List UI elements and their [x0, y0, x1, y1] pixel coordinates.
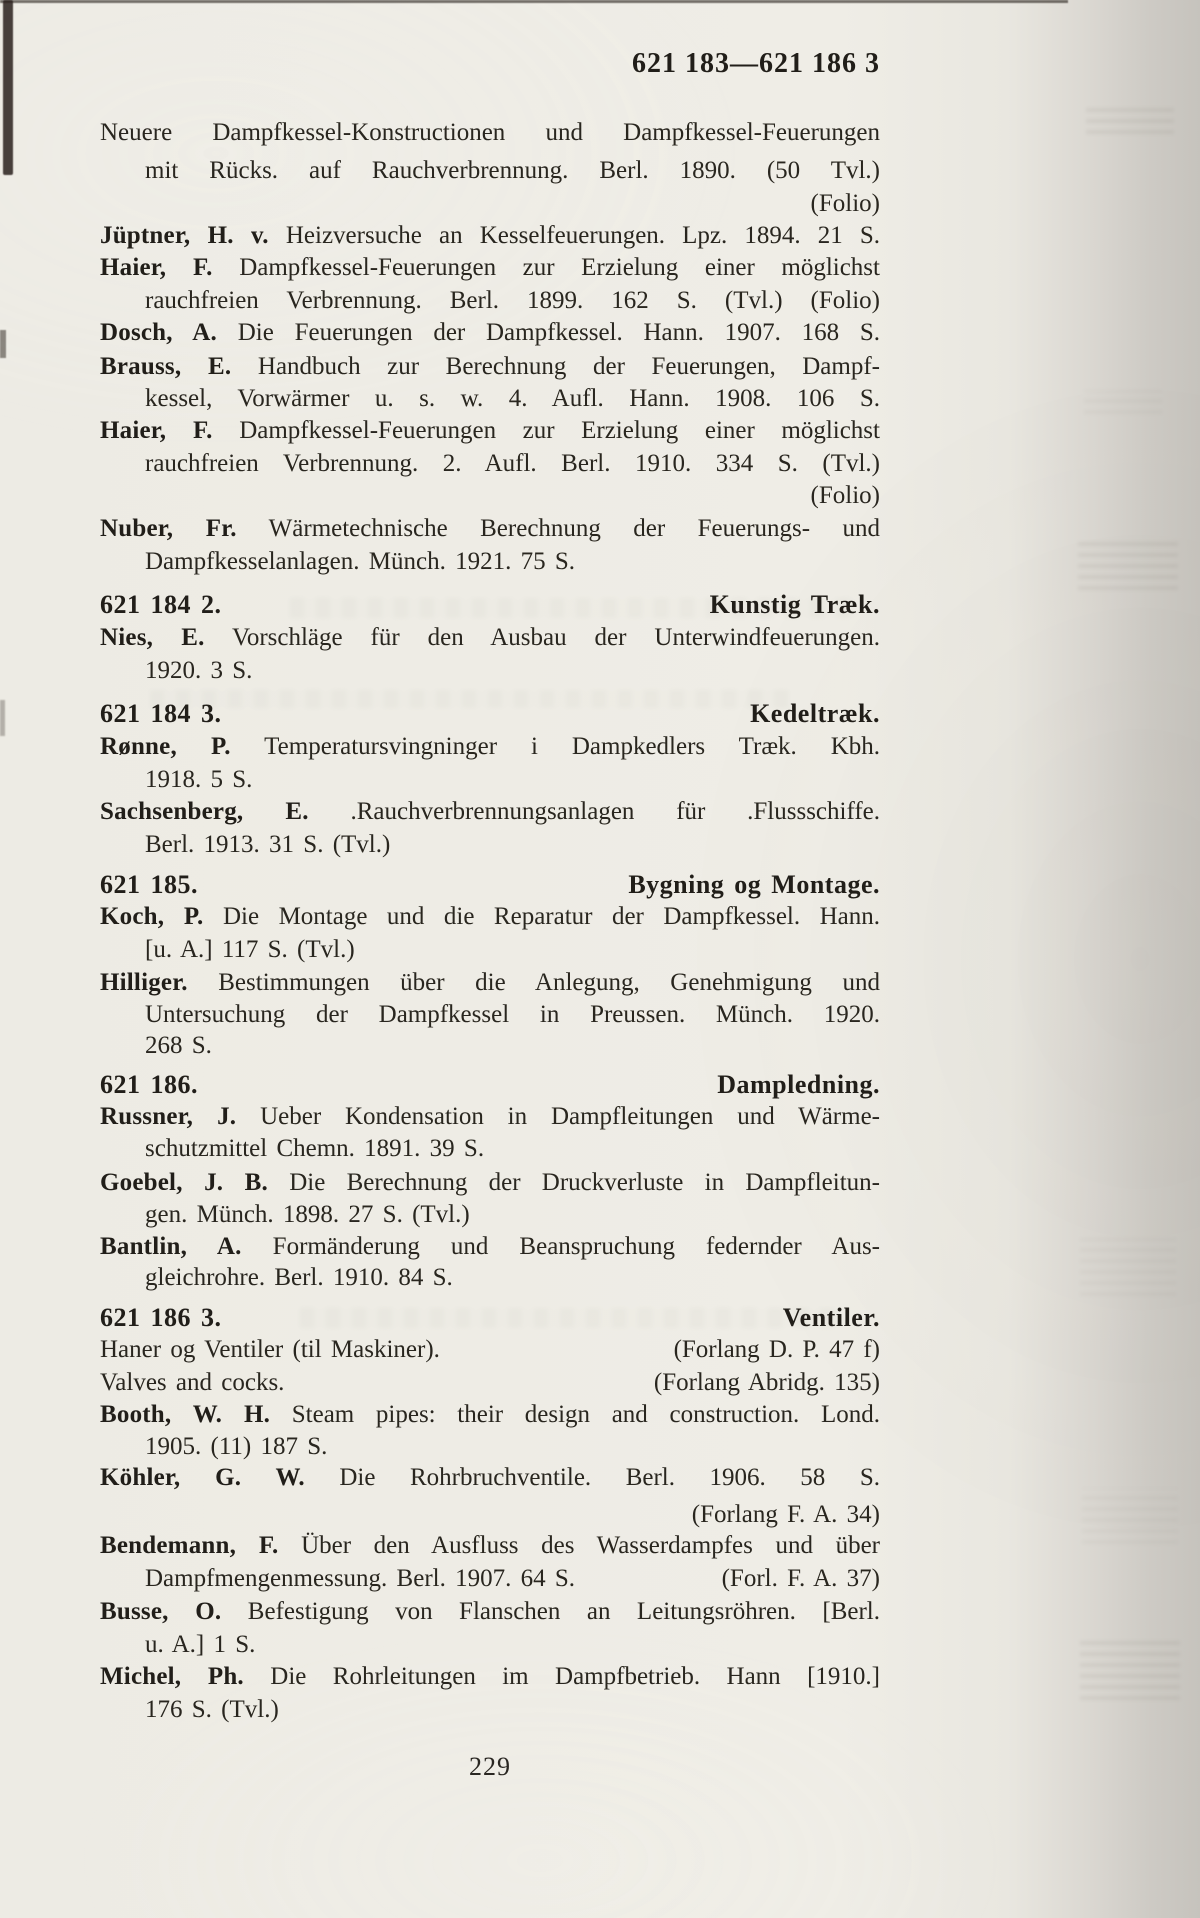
scan-edge-mark: [0, 700, 5, 736]
entry-line: kessel, Vorwärmer u. s. w. 4. Aufl. Hann. 1908. 106 S.: [145, 385, 880, 412]
section-title: Kedeltræk.: [750, 699, 880, 728]
entry-line: 1905. (11) 187 S.: [145, 1433, 328, 1460]
section-classmark: 621 185.: [100, 870, 198, 899]
section-heading: [100, 698, 880, 729]
entry-line: Nies, E. Vorschläge für den Ausbau der Unterwindfeuerungen.: [100, 624, 880, 651]
entry-reference: (Forlang D. P. 47 f): [673, 1336, 880, 1363]
entry-note: (Folio): [810, 190, 880, 217]
author-name: Jüptner, H. v.: [100, 222, 269, 249]
bleed-through-artifact: [1084, 390, 1162, 414]
entry-line: rauchfreien Verbrennung. Berl. 1899. 162 S. (Tvl.) (Folio): [145, 287, 880, 314]
entry-line: Koch, P. Die Montage und die Reparatur der Dampfkessel. Hann.: [100, 903, 881, 930]
entry-line: schutzmittel Chemn. 1891. 39 S.: [145, 1135, 485, 1162]
author-name: Rønne, P.: [100, 733, 231, 760]
author-name: Brauss, E.: [100, 353, 232, 380]
entry-reference: (Forlang Abridg. 135): [653, 1369, 880, 1396]
entry-line: Rønne, P. Temperatursvingninger i Dampkedlers Træk. Kbh.: [100, 733, 880, 760]
entry-line: [u. A.] 117 S. (Tvl.): [145, 936, 355, 963]
entry-line: Köhler, G. W. Die Rohrbruchventile. Berl. 1906. 58 S.: [100, 1464, 880, 1491]
entry-line: Russner, J. Ueber Kondensation in Dampfleitungen und Wärme-: [100, 1103, 880, 1130]
entry-line: [100, 1563, 880, 1594]
section-heading: [100, 589, 880, 620]
bleed-through-artifact: [1080, 1636, 1180, 1700]
author-name: Sachsenberg, E.: [100, 798, 309, 825]
entry-line: 176 S. (Tvl.): [145, 1696, 279, 1723]
entry-line: u. A.] 1 S.: [145, 1631, 256, 1658]
entry-line: [100, 1334, 880, 1365]
entry-line: Haier, F. Dampfkessel-Feuerungen zur Erzielung einer möglichst: [100, 417, 880, 444]
section-classmark: 621 184 2.: [100, 590, 222, 619]
entry-note: (Folio): [810, 482, 880, 509]
section-classmark: 621 186.: [100, 1070, 198, 1099]
author-name: Dosch, A.: [100, 319, 217, 346]
author-name: Koch, P.: [100, 903, 204, 930]
section-title: Ventiler.: [782, 1303, 880, 1332]
author-name: Nuber, Fr.: [100, 515, 237, 542]
section-heading: [100, 1302, 880, 1333]
author-name: Haier, F.: [100, 254, 213, 281]
entry-reference: (Forl. F. A. 37): [721, 1565, 880, 1592]
entry-line: Dosch, A. Die Feuerungen der Dampfkessel. Hann. 1907. 168 S.: [100, 319, 880, 346]
entry-line: Untersuchung der Dampfkessel in Preussen. Münch. 1920.: [145, 1001, 880, 1028]
bleed-through-artifact: [1080, 1238, 1176, 1296]
author-name: Booth, W. H.: [100, 1401, 271, 1428]
section-heading: [100, 1069, 880, 1100]
entry-line: 268 S.: [145, 1032, 212, 1059]
entry-line: gen. Münch. 1898. 27 S. (Tvl.): [145, 1201, 470, 1228]
section-title: Dampledning.: [717, 1070, 880, 1099]
entry-line: Booth, W. H. Steam pipes: their design and construction. Lond.: [100, 1401, 880, 1428]
section-heading: [100, 869, 880, 900]
author-name: Bantlin, A.: [100, 1233, 242, 1260]
entry-text: Dampfmengenmessung. Berl. 1907. 64 S.: [145, 1565, 576, 1592]
entry-line: [100, 1367, 880, 1398]
author-name: Bendemann, F.: [100, 1532, 279, 1559]
section-classmark: 621 186 3.: [100, 1303, 222, 1332]
author-name: Nies, E.: [100, 624, 205, 651]
bleed-through-artifact: [1086, 108, 1174, 134]
entry-line: Haier, F. Dampfkessel-Feuerungen zur Erzielung einer möglichst: [100, 254, 880, 281]
page-number: 229: [469, 1752, 511, 1781]
author-name: Michel, Ph.: [100, 1663, 244, 1690]
entry-line: Sachsenberg, E. .Rauchverbrennungsanlagen für .Flussschiffe.: [100, 798, 881, 825]
entry-line: Jüptner, H. v. Heizversuche an Kesselfeuerungen. Lpz. 1894. 21 S.: [100, 222, 880, 249]
entry-line: Brauss, E. Handbuch zur Berechnung der Feuerungen, Dampf-: [100, 353, 880, 380]
author-name: Busse, O.: [100, 1598, 222, 1625]
entry-line: Neuere Dampfkessel-Konstructionen und Dampfkessel-Feuerungen: [100, 119, 880, 146]
bleed-through-artifact: [1078, 536, 1178, 590]
entry-line: Goebel, J. B. Die Berechnung der Druckverluste in Dampfleitun-: [100, 1169, 880, 1196]
running-head-classmark-range: 621 183—621 186 3: [632, 48, 880, 79]
entry-line: Busse, O. Befestigung von Flanschen an Leitungsröhren. [Berl.: [100, 1598, 880, 1625]
bleed-through-artifact: [1082, 1488, 1178, 1544]
entry-line: gleichrohre. Berl. 1910. 84 S.: [145, 1264, 453, 1291]
entry-text: Haner og Ventiler (til Maskiner).: [100, 1336, 440, 1363]
scan-edge-left-bar: [3, 0, 13, 175]
entry-line: Berl. 1913. 31 S. (Tvl.): [145, 831, 391, 858]
entry-note: (Forlang F. A. 34): [691, 1501, 880, 1528]
entry-line: 1918. 5 S.: [145, 766, 253, 793]
entry-line: Bantlin, A. Formänderung und Beanspruchung federnder Aus-: [100, 1233, 881, 1260]
entry-line: mit Rücks. auf Rauchverbrennung. Berl. 1890. (50 Tvl.): [145, 157, 880, 184]
entry-text: Valves and cocks.: [100, 1369, 285, 1396]
author-name: Russner, J.: [100, 1103, 237, 1130]
entry-line: Nuber, Fr. Wärmetechnische Berechnung der Feuerungs- und: [100, 515, 880, 542]
section-title: Kunstig Træk.: [709, 590, 880, 619]
entry-line: Dampfkesselanlagen. Münch. 1921. 75 S.: [145, 548, 575, 575]
author-name: Hilliger.: [100, 969, 188, 996]
entry-line: Hilliger. Bestimmungen über die Anlegung, Genehmigung und: [100, 969, 880, 996]
author-name: Köhler, G. W.: [100, 1464, 305, 1491]
scan-edge-top: [0, 0, 1068, 3]
author-name: Goebel, J. B.: [100, 1169, 268, 1196]
entry-line: rauchfreien Verbrennung. 2. Aufl. Berl. 1910. 334 S. (Tvl.): [145, 450, 880, 477]
section-classmark: 621 184 3.: [100, 699, 222, 728]
section-title: Bygning og Montage.: [628, 870, 880, 899]
entry-line: 1920. 3 S.: [145, 657, 253, 684]
entry-line: Michel, Ph. Die Rohrleitungen im Dampfbetrieb. Hann [1910.]: [100, 1663, 880, 1690]
entry-line: Bendemann, F. Über den Ausfluss des Wasserdampfes und über: [100, 1532, 880, 1559]
author-name: Haier, F.: [100, 417, 213, 444]
scan-edge-mark: [0, 330, 6, 358]
